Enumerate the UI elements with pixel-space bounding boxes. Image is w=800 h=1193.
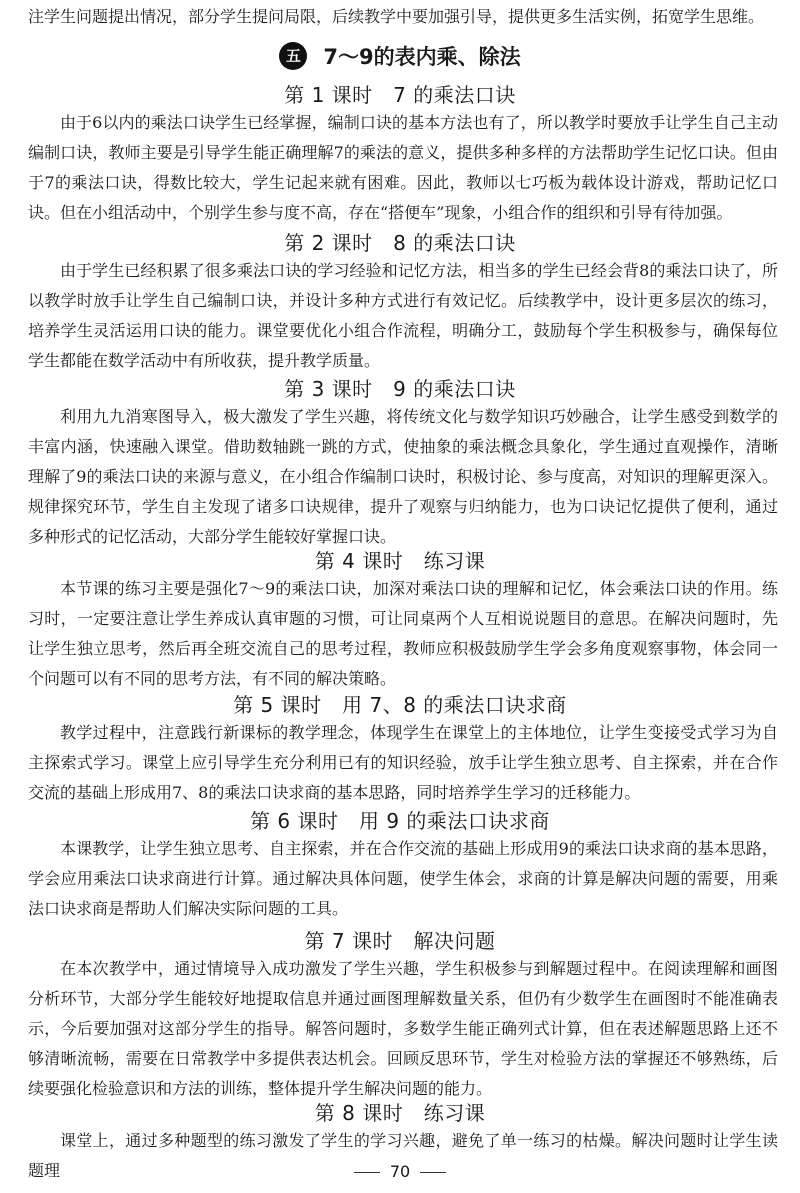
footer-rule-left <box>354 1172 380 1173</box>
lesson-4-title: 第 4 课时 练习课 <box>314 549 486 573</box>
lesson-5-title: 第 5 课时 用 7、8 的乘法口诀求商 <box>233 693 567 717</box>
lesson-8-title: 第 8 课时 练习课 <box>314 1101 486 1125</box>
lesson-8-body: 课堂上，通过多种题型的练习激发了学生的学习兴趣，避免了单一练习的枯燥。解决问题时让学生读题理 <box>28 1131 778 1180</box>
lesson-1-title: 第 1 课时 7 的乘法口诀 <box>284 83 516 107</box>
page-number: 70 <box>389 1162 411 1181</box>
lesson-4-body: 本节课的练习主要是强化7～9的乘法口诀，加深对乘法口诀的理解和记忆，体会乘法口诀的作用。练习时，一定要注意让学生养成认真审题的习惯，可让同桌两个人互相说说题目的意思。在解决问题时，先让学生独立思考，然后再全班交流自己的思考过程，教师应积极鼓励学生学会多角度观察事物，体会同一个问题可以有不同的思考方法，有不同的解决策略。 <box>28 579 778 688</box>
footer-rule-right <box>420 1172 446 1173</box>
lesson-7-body: 在本次教学中，通过情境导入成功激发了学生兴趣，学生积极参与到解题过程中。在阅读理解和画图分析环节，大部分学生能较好地提取信息并通过画图理解数量关系，但仍有少数学生在画图时不能准确表示，今后要加强对这部分学生的指导。解答问题时，多数学生能正确列式计算，但在表述解题思路上还不够清晰流畅，需要在日常教学中多提供表达机会。回顾反思环节，学生对检验方法的掌握还不够熟练，后续要强化检验意识和方法的训练，整体提升学生解决问题的能力。 <box>28 959 778 1098</box>
lesson-2-body: 由于学生已经积累了很多乘法口诀的学习经验和记忆方法，相当多的学生已经会背8的乘法口诀了，所以教学时放手让学生自己编制口诀，并设计多种方式进行有效记忆。后续教学中，设计更多层次的练习，培养学生灵活运用口诀的能力。课堂要优化小组合作流程，明确分工，鼓励每个学生积极参与，确保每位学生都能在数学活动中有所收获，提升教学质量。 <box>28 261 778 370</box>
unit-heading <box>0 40 800 74</box>
intro-paragraph-tail: 注学生问题提出情况，部分学生提问局限，后续教学中要加强引导，提供更多生活实例，拓宽学生思维。 <box>28 7 765 26</box>
lesson-3-title: 第 3 课时 9 的乘法口诀 <box>284 377 516 401</box>
lesson-6-title: 第 6 课时 用 9 的乘法口诀求商 <box>250 809 550 833</box>
lesson-2-title: 第 2 课时 8 的乘法口诀 <box>284 231 516 255</box>
unit-number-badge: 五 <box>279 42 307 70</box>
lesson-6-body: 本课教学，让学生独立思考、自主探索，并在合作交流的基础上形成用9的乘法口诀求商的基本思路，学会应用乘法口诀求商进行计算。通过解决具体问题，使学生体会，求商的计算是解决问题的需要，用乘法口诀求商是帮助人们解决实际问题的工具。 <box>28 839 778 918</box>
unit-title: 7～9的表内乘、除法 <box>323 45 521 69</box>
lesson-3-body: 利用九九消寒图导入，极大激发了学生兴趣，将传统文化与数学知识巧妙融合，让学生感受到数学的丰富内涵，快速融入课堂。借助数轴跳一跳的方式，使抽象的乘法概念具象化，学生通过直观操作，清晰理解了9的乘法口诀的来源与意义，在小组合作编制口诀时，积极讨论、参与度高，对知识的理解更深入。规律探究环节，学生自主发现了诸多口诀规律，提升了观察与归纳能力，也为口诀记忆提供了便利，通过多种形式的记忆活动，大部分学生能较好掌握口诀。 <box>28 407 778 546</box>
lesson-7-title: 第 7 课时 解决问题 <box>304 929 496 953</box>
lesson-1-body: 由于6以内的乘法口诀学生已经掌握，编制口诀的基本方法也有了，所以教学时要放手让学生自己主动编制口诀，教师主要是引导学生能正确理解7的乘法的意义，提供多种多样的方法帮助学生记忆口诀。但由于7的乘法口诀，得数比较大，学生记起来就有困难。因此，教师以七巧板为载体设计游戏，帮助记忆口诀。但在小组活动中，个别学生参与度不高，存在“搭便车”现象，小组合作的组织和引导有待加强。 <box>28 113 778 222</box>
page-footer <box>0 1162 800 1186</box>
lesson-5-body: 教学过程中，注意践行新课标的教学理念，体现学生在课堂上的主体地位，让学生变接受式学习为自主探索式学习。课堂上应引导学生充分利用已有的知识经验，放手让学生独立思考、自主探索，并在合作交流的基础上形成用7、8的乘法口诀求商的基本思路，同时培养学生学习的迁移能力。 <box>28 723 778 802</box>
